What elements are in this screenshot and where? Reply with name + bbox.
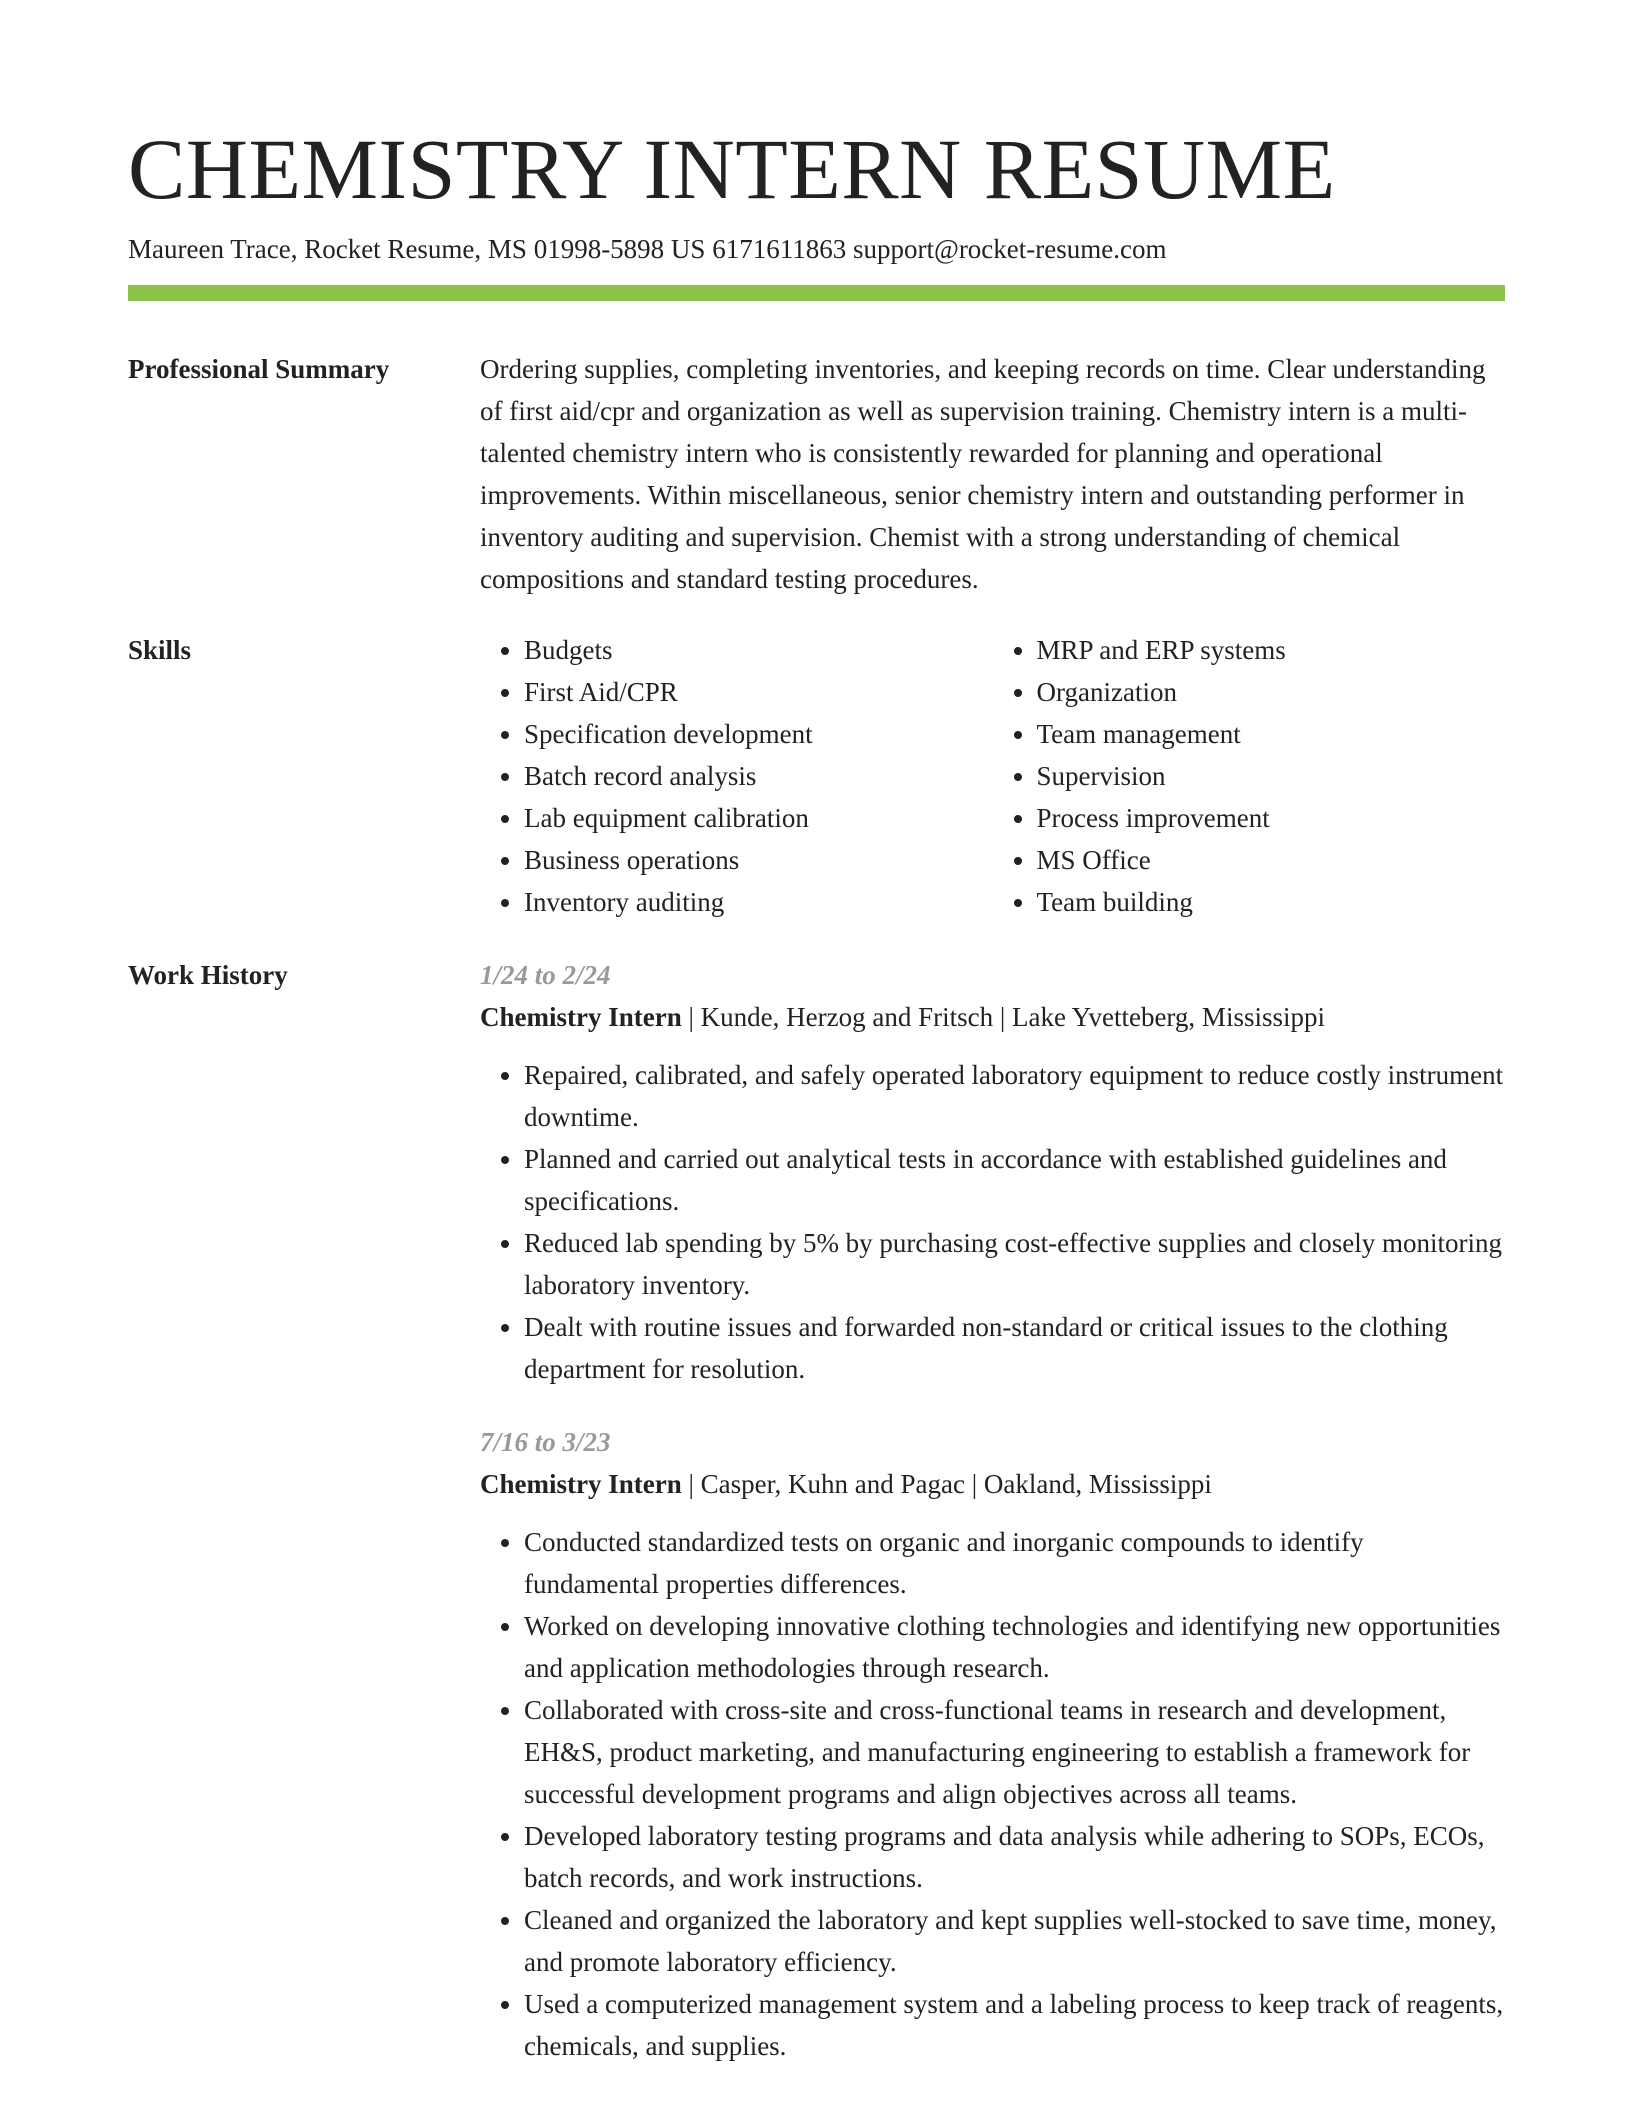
- job-role: Chemistry Intern: [480, 1002, 682, 1032]
- contact-company: Rocket Resume,: [304, 234, 482, 264]
- summary-body: [480, 348, 1505, 600]
- job-bullet: • Collaborated with cross-site and cross-functional teams in research and development, EH&S, product marketing, and manufacturing engineering to establish a framework for successful development programs and align objectives across all teams.: [524, 1689, 1505, 1815]
- job-details: | Casper, Kuhn and Pagac | Oakland, Mississippi: [681, 1469, 1212, 1499]
- skills-label: Skills: [128, 635, 192, 665]
- header-divider: [128, 285, 1505, 301]
- job-dates: 7/16 to 3/23: [480, 1427, 611, 1457]
- skill-item: • Team building: [1037, 881, 1506, 923]
- skill-item: • Organization: [1037, 671, 1506, 713]
- work-label: Work History: [128, 960, 288, 990]
- skill-item: • Lab equipment calibration: [524, 797, 993, 839]
- contact-line: [128, 232, 1166, 266]
- job-details: | Kunde, Herzog and Fritsch | Lake Yvetteberg, Mississippi: [681, 1002, 1325, 1032]
- skill-item: • MS Office: [1037, 839, 1506, 881]
- job-role: Chemistry Intern: [480, 1469, 682, 1499]
- skill-item: • Business operations: [524, 839, 993, 881]
- contact-location: MS 01998-5898 US: [487, 234, 706, 264]
- job-bullet: • Dealt with routine issues and forwarded non-standard or critical issues to the clothing department for resolution.: [524, 1306, 1505, 1390]
- job-bullets: [480, 1054, 1505, 1390]
- skills-column-right: [993, 629, 1506, 923]
- skill-item: • Team management: [1037, 713, 1506, 755]
- job-bullet: • Planned and carried out analytical tests in accordance with established guidelines and specifications.: [524, 1138, 1505, 1222]
- skill-item: • Specification development: [524, 713, 993, 755]
- job-bullet: • Repaired, calibrated, and safely operated laboratory equipment to reduce costly instrument downtime.: [524, 1054, 1505, 1138]
- job-title-line: [480, 996, 1505, 1038]
- contact-phone: 6171611863: [712, 234, 847, 264]
- job-bullets: [480, 1521, 1505, 2067]
- job-bullet: • Developed laboratory testing programs and data analysis while adhering to SOPs, ECOs, batch records, and work instructions.: [524, 1815, 1505, 1899]
- job-bullet: • Used a computerized management system and a labeling process to keep track of reagents, chemicals, and supplies.: [524, 1983, 1505, 2067]
- resume-title: CHEMISTRY INTERN RESUME: [128, 121, 1336, 217]
- skills-body: [480, 629, 1505, 923]
- summary-text: Ordering supplies, completing inventories, and keeping records on time. Clear understanding of first aid/cpr and organization as well as supervision training. Chemistry intern is a multi-talented chemistry intern who is consistently rewarded for planning and operational improvements. Within miscellaneous, senior chemistry intern and outstanding performer in inventory auditing and supervision. Chemist with a strong understanding of chemical compositions and standard testing procedures.: [480, 354, 1486, 594]
- work-body: [480, 954, 1505, 2067]
- skill-item: • Inventory auditing: [524, 881, 993, 923]
- skill-item: • MRP and ERP systems: [1037, 629, 1506, 671]
- job-title-line: [480, 1463, 1505, 1505]
- job-dates: 1/24 to 2/24: [480, 960, 611, 990]
- job-entry: [480, 1421, 1505, 2067]
- job-bullet: • Cleaned and organized the laboratory and kept supplies well-stocked to save time, money, and promote laboratory efficiency.: [524, 1899, 1505, 1983]
- skills-column-left: [480, 629, 993, 923]
- contact-name: Maureen Trace,: [128, 234, 298, 264]
- skill-item: • Batch record analysis: [524, 755, 993, 797]
- job-bullet: • Worked on developing innovative clothing technologies and identifying new opportunities and application methodologies through research.: [524, 1605, 1505, 1689]
- contact-email[interactable]: support@rocket-resume.com: [852, 234, 1167, 264]
- job-entry: [480, 954, 1505, 1390]
- summary-label: Professional Summary: [128, 354, 390, 384]
- skill-item: • Budgets: [524, 629, 993, 671]
- job-bullet: • Reduced lab spending by 5% by purchasing cost-effective supplies and closely monitoring laboratory inventory.: [524, 1222, 1505, 1306]
- job-bullet: • Conducted standardized tests on organic and inorganic compounds to identify fundamental properties differences.: [524, 1521, 1505, 1605]
- skill-item: • First Aid/CPR: [524, 671, 993, 713]
- skill-item: • Process improvement: [1037, 797, 1506, 839]
- skill-item: • Supervision: [1037, 755, 1506, 797]
